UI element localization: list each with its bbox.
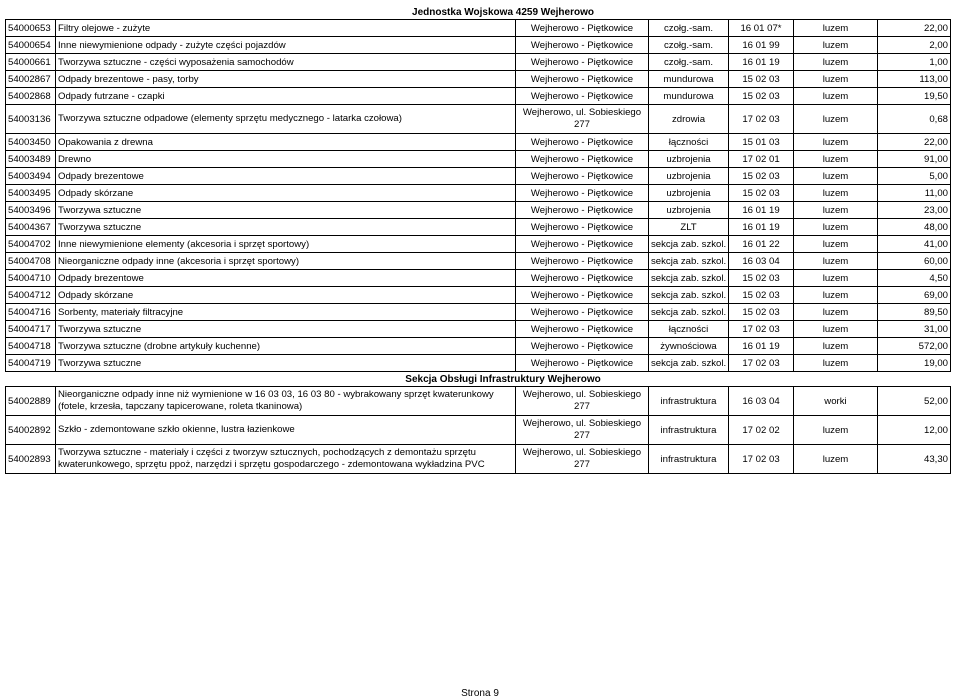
cell-waste-name: Tworzywa sztuczne — [56, 202, 516, 219]
cell-form: luzem — [794, 321, 878, 338]
cell-waste-code: 16 01 19 — [729, 54, 794, 71]
cell-form: luzem — [794, 355, 878, 372]
page-number: Strona 9 — [461, 688, 499, 699]
cell-unit: czołg.-sam. — [649, 54, 729, 71]
cell-amount: 69,00 — [878, 287, 951, 304]
cell-waste-code: 16 03 04 — [729, 253, 794, 270]
cell-amount: 52,00 — [878, 387, 951, 416]
cell-form: luzem — [794, 304, 878, 321]
cell-location: Wejherowo - Piętkowice — [516, 270, 649, 287]
cell-amount: 1,00 — [878, 54, 951, 71]
cell-form: luzem — [794, 185, 878, 202]
cell-form: luzem — [794, 134, 878, 151]
cell-code: 54004717 — [6, 321, 56, 338]
cell-unit: sekcja zab. szkol. — [649, 270, 729, 287]
cell-location: Wejherowo, ul. Sobieskiego 277 — [516, 387, 649, 416]
cell-waste-name: Szkło - zdemontowane szkło okienne, lustra łazienkowe — [56, 416, 516, 445]
cell-code: 54004718 — [6, 338, 56, 355]
cell-form: luzem — [794, 168, 878, 185]
table-row — [6, 253, 951, 270]
cell-location: Wejherowo - Piętkowice — [516, 88, 649, 105]
cell-form: luzem — [794, 338, 878, 355]
cell-waste-name: Tworzywa sztuczne odpadowe (elementy sprzętu medycznego - latarka czołowa) — [56, 105, 516, 134]
cell-waste-name: Tworzywa sztuczne (drobne artykuły kuchenne) — [56, 338, 516, 355]
cell-location: Wejherowo - Piętkowice — [516, 37, 649, 54]
cell-form: luzem — [794, 287, 878, 304]
table-row — [6, 88, 951, 105]
cell-amount: 22,00 — [878, 134, 951, 151]
cell-waste-name: Tworzywa sztuczne - materiały i części z tworzyw sztucznych, pochodzących z demontażu sprzętu kwaterunkowego, sprzętu ppoż, narzędzi i sprzętu gospodarczego - zdemontowana wykładzina PVC — [56, 445, 516, 474]
section-header-row — [6, 372, 951, 387]
cell-unit: uzbrojenia — [649, 185, 729, 202]
cell-amount: 19,50 — [878, 88, 951, 105]
cell-waste-code: 16 01 07* — [729, 20, 794, 37]
cell-waste-code: 15 02 03 — [729, 185, 794, 202]
cell-waste-code: 17 02 03 — [729, 321, 794, 338]
cell-unit: sekcja zab. szkol. — [649, 355, 729, 372]
table-row — [6, 445, 951, 474]
cell-location: Wejherowo - Piętkowice — [516, 20, 649, 37]
cell-amount: 2,00 — [878, 37, 951, 54]
table-row — [6, 105, 951, 134]
cell-form: luzem — [794, 71, 878, 88]
cell-waste-name: Drewno — [56, 151, 516, 168]
cell-location: Wejherowo - Piętkowice — [516, 202, 649, 219]
cell-unit: uzbrojenia — [649, 151, 729, 168]
table-row — [6, 338, 951, 355]
cell-waste-code: 16 01 19 — [729, 202, 794, 219]
cell-waste-code: 17 02 03 — [729, 355, 794, 372]
cell-form: luzem — [794, 37, 878, 54]
cell-unit: żywnościowa — [649, 338, 729, 355]
cell-unit: sekcja zab. szkol. — [649, 287, 729, 304]
cell-waste-code: 16 01 22 — [729, 236, 794, 253]
cell-amount: 89,50 — [878, 304, 951, 321]
table-row — [6, 287, 951, 304]
cell-location: Wejherowo - Piętkowice — [516, 338, 649, 355]
cell-code: 54004716 — [6, 304, 56, 321]
cell-waste-name: Odpady skórzane — [56, 287, 516, 304]
cell-unit: infrastruktura — [649, 445, 729, 474]
cell-location: Wejherowo, ul. Sobieskiego 277 — [516, 416, 649, 445]
cell-amount: 91,00 — [878, 151, 951, 168]
cell-code: 54003450 — [6, 134, 56, 151]
cell-form: luzem — [794, 219, 878, 236]
cell-form: luzem — [794, 416, 878, 445]
table-row — [6, 71, 951, 88]
cell-code: 54000654 — [6, 37, 56, 54]
cell-amount: 11,00 — [878, 185, 951, 202]
cell-code: 54000653 — [6, 20, 56, 37]
cell-waste-code: 16 03 04 — [729, 387, 794, 416]
cell-waste-code: 16 01 19 — [729, 219, 794, 236]
cell-amount: 31,00 — [878, 321, 951, 338]
cell-form: luzem — [794, 88, 878, 105]
cell-location: Wejherowo - Piętkowice — [516, 151, 649, 168]
cell-form: luzem — [794, 445, 878, 474]
cell-unit: infrastruktura — [649, 387, 729, 416]
cell-unit: ZLT — [649, 219, 729, 236]
cell-waste-name: Filtry olejowe - zużyte — [56, 20, 516, 37]
cell-unit: uzbrojenia — [649, 168, 729, 185]
cell-location: Wejherowo, ul. Sobieskiego 277 — [516, 445, 649, 474]
cell-location: Wejherowo - Piętkowice — [516, 134, 649, 151]
cell-amount: 572,00 — [878, 338, 951, 355]
table-row — [6, 54, 951, 71]
cell-waste-name: Inne niewymienione odpady - zużyte części pojazdów — [56, 37, 516, 54]
table-row — [6, 185, 951, 202]
cell-amount: 4,50 — [878, 270, 951, 287]
cell-waste-name: Sorbenty, materiały filtracyjne — [56, 304, 516, 321]
table-row — [6, 321, 951, 338]
cell-location: Wejherowo - Piętkowice — [516, 168, 649, 185]
cell-unit: łączności — [649, 134, 729, 151]
table-row — [6, 219, 951, 236]
cell-location: Wejherowo - Piętkowice — [516, 355, 649, 372]
cell-waste-name: Tworzywa sztuczne — [56, 321, 516, 338]
cell-unit: mundurowa — [649, 71, 729, 88]
cell-waste-code: 16 01 99 — [729, 37, 794, 54]
cell-code: 54004712 — [6, 287, 56, 304]
cell-waste-code: 17 02 03 — [729, 105, 794, 134]
cell-form: luzem — [794, 270, 878, 287]
cell-code: 54004702 — [6, 236, 56, 253]
cell-code: 54000661 — [6, 54, 56, 71]
table-row — [6, 355, 951, 372]
cell-waste-code: 17 02 02 — [729, 416, 794, 445]
cell-unit: czołg.-sam. — [649, 37, 729, 54]
table-row — [6, 151, 951, 168]
cell-form: luzem — [794, 54, 878, 71]
section-title-infrastructure: Sekcja Obsługi Infrastruktury Wejherowo — [405, 373, 601, 385]
cell-unit: czołg.-sam. — [649, 20, 729, 37]
cell-code: 54004719 — [6, 355, 56, 372]
cell-location: Wejherowo, ul. Sobieskiego 277 — [516, 105, 649, 134]
cell-waste-name: Odpady futrzane - czapki — [56, 88, 516, 105]
cell-amount: 113,00 — [878, 71, 951, 88]
cell-amount: 43,30 — [878, 445, 951, 474]
table-row — [6, 416, 951, 445]
cell-waste-name: Odpady brezentowe — [56, 168, 516, 185]
table-row — [6, 304, 951, 321]
cell-form: luzem — [794, 202, 878, 219]
cell-code: 54003489 — [6, 151, 56, 168]
table-row — [6, 236, 951, 253]
cell-amount: 23,00 — [878, 202, 951, 219]
cell-waste-name: Tworzywa sztuczne — [56, 355, 516, 372]
cell-waste-code: 17 02 01 — [729, 151, 794, 168]
cell-code: 54004710 — [6, 270, 56, 287]
cell-waste-name: Tworzywa sztuczne - części wyposażenia samochodów — [56, 54, 516, 71]
cell-amount: 12,00 — [878, 416, 951, 445]
cell-code: 54004708 — [6, 253, 56, 270]
cell-waste-code: 16 01 19 — [729, 338, 794, 355]
cell-amount: 19,00 — [878, 355, 951, 372]
table-row — [6, 168, 951, 185]
cell-amount: 48,00 — [878, 219, 951, 236]
cell-code: 54003495 — [6, 185, 56, 202]
cell-waste-name: Opakowania z drewna — [56, 134, 516, 151]
cell-waste-code: 17 02 03 — [729, 445, 794, 474]
cell-waste-code: 15 02 03 — [729, 270, 794, 287]
cell-code: 54004367 — [6, 219, 56, 236]
cell-location: Wejherowo - Piętkowice — [516, 304, 649, 321]
cell-waste-code: 15 02 03 — [729, 304, 794, 321]
cell-code: 54002868 — [6, 88, 56, 105]
cell-location: Wejherowo - Piętkowice — [516, 219, 649, 236]
cell-form: luzem — [794, 253, 878, 270]
cell-code: 54002889 — [6, 387, 56, 416]
cell-waste-name: Odpady brezentowe — [56, 270, 516, 287]
cell-waste-name: Tworzywa sztuczne — [56, 219, 516, 236]
cell-waste-name: Nieorganiczne odpady inne niż wymienione w 16 03 03, 16 03 80 - wybrakowany sprzęt kwaterunkowy (fotele, krzesła, tapczany tapicerowane, roleta tkaninowa) — [56, 387, 516, 416]
cell-waste-name: Inne niewymienione elementy (akcesoria i sprzęt sportowy) — [56, 236, 516, 253]
cell-form: luzem — [794, 20, 878, 37]
cell-unit: sekcja zab. szkol. — [649, 304, 729, 321]
table-row — [6, 202, 951, 219]
cell-code: 54003496 — [6, 202, 56, 219]
cell-location: Wejherowo - Piętkowice — [516, 54, 649, 71]
cell-location: Wejherowo - Piętkowice — [516, 321, 649, 338]
table-row — [6, 20, 951, 37]
cell-waste-code: 15 02 03 — [729, 287, 794, 304]
cell-waste-code: 15 02 03 — [729, 88, 794, 105]
table-row — [6, 387, 951, 416]
cell-location: Wejherowo - Piętkowice — [516, 185, 649, 202]
cell-form: luzem — [794, 236, 878, 253]
cell-waste-code: 15 02 03 — [729, 168, 794, 185]
cell-unit: sekcja zab. szkol. — [649, 236, 729, 253]
cell-unit: uzbrojenia — [649, 202, 729, 219]
cell-location: Wejherowo - Piętkowice — [516, 253, 649, 270]
table-row — [6, 270, 951, 287]
section-title-unit: Jednostka Wojskowa 4259 Wejherowo — [412, 6, 594, 18]
cell-amount: 60,00 — [878, 253, 951, 270]
cell-unit: zdrowia — [649, 105, 729, 134]
cell-code: 54003494 — [6, 168, 56, 185]
table-row — [6, 134, 951, 151]
cell-location: Wejherowo - Piętkowice — [516, 236, 649, 253]
cell-waste-code: 15 01 03 — [729, 134, 794, 151]
cell-waste-name: Nieorganiczne odpady inne (akcesoria i sprzęt sportowy) — [56, 253, 516, 270]
cell-code: 54003136 — [6, 105, 56, 134]
cell-unit: infrastruktura — [649, 416, 729, 445]
cell-form: luzem — [794, 105, 878, 134]
cell-location: Wejherowo - Piętkowice — [516, 287, 649, 304]
cell-unit: sekcja zab. szkol. — [649, 253, 729, 270]
section-header-row — [6, 5, 951, 20]
cell-form: worki — [794, 387, 878, 416]
cell-amount: 5,00 — [878, 168, 951, 185]
waste-table — [5, 5, 951, 474]
cell-code: 54002867 — [6, 71, 56, 88]
cell-unit: łączności — [649, 321, 729, 338]
cell-waste-code: 15 02 03 — [729, 71, 794, 88]
cell-unit: mundurowa — [649, 88, 729, 105]
cell-amount: 0,68 — [878, 105, 951, 134]
cell-code: 54002893 — [6, 445, 56, 474]
cell-code: 54002892 — [6, 416, 56, 445]
cell-amount: 22,00 — [878, 20, 951, 37]
cell-amount: 41,00 — [878, 236, 951, 253]
cell-waste-name: Odpady skórzane — [56, 185, 516, 202]
table-row — [6, 37, 951, 54]
cell-waste-name: Odpady brezentowe - pasy, torby — [56, 71, 516, 88]
cell-location: Wejherowo - Piętkowice — [516, 71, 649, 88]
cell-form: luzem — [794, 151, 878, 168]
